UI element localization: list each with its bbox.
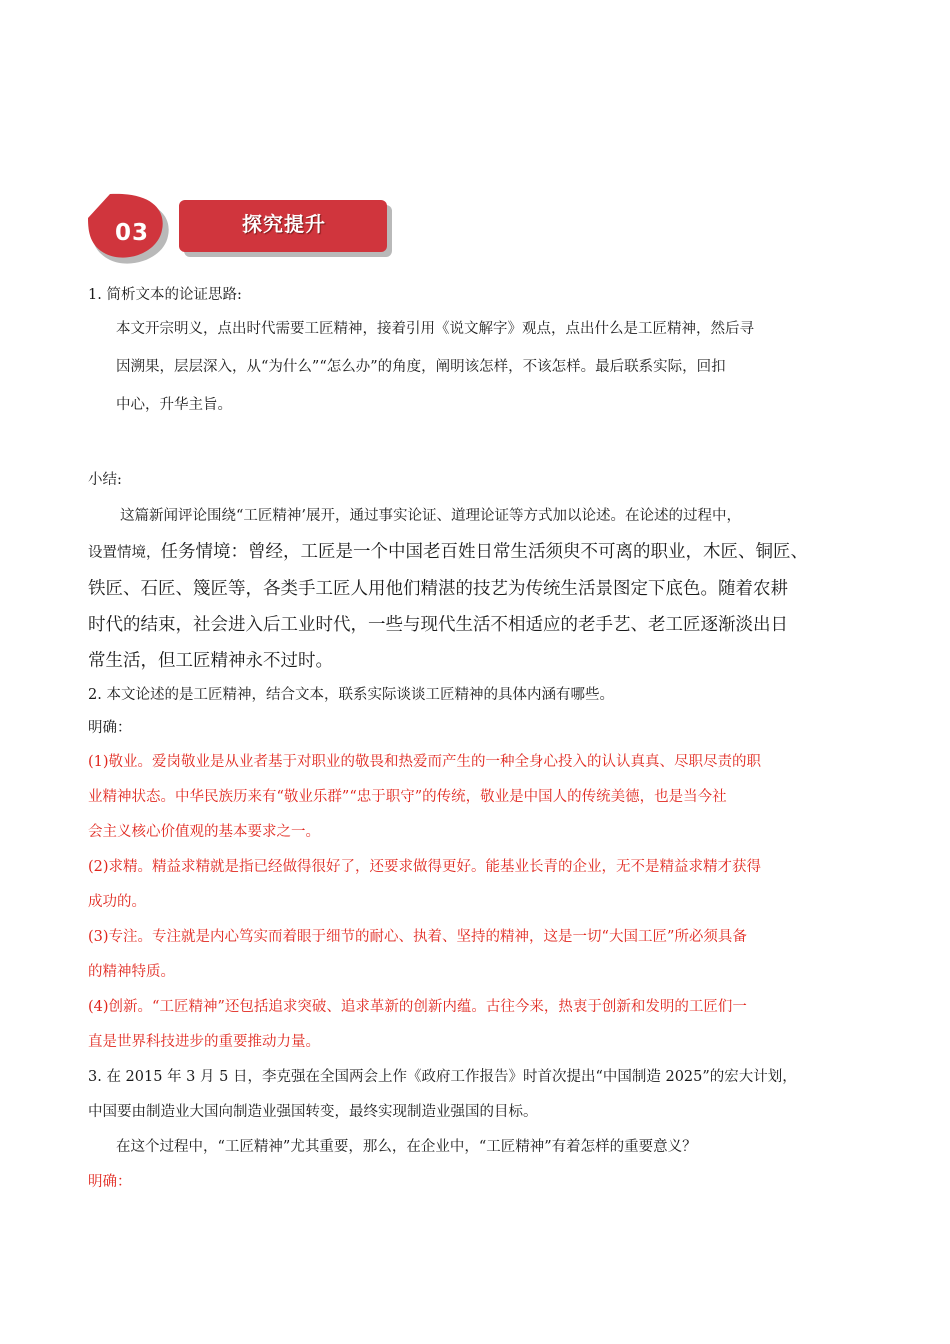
q2-point-line: (2)求精。精益求精就是指已经做得很好了，还要求做得更好。能基业长青的企业，无不是精益求精才获得	[88, 859, 762, 875]
summary-heading: 小结:	[88, 472, 122, 488]
q1-answer-line: 中心，升华主旨。	[116, 397, 232, 413]
q2-point-line: (1)敬业。爱岗敬业是从业者基于对职业的敬畏和热爱而产生的一种全身心投入的认认真真、尽职尽责的职	[88, 754, 762, 770]
summary-line	[88, 534, 868, 571]
q1-heading: 1. 简析文本的论证思路:	[88, 287, 242, 303]
summary-line-start: 设置情境，	[88, 545, 161, 561]
document-body	[88, 280, 868, 1200]
q2-label: 明确：	[88, 720, 132, 736]
q2-point-line: 直是世界科技进步的重要推动力量。	[88, 1034, 320, 1050]
q2-point-line: 会主义核心价值观的基本要求之一。	[88, 824, 320, 840]
q2-point-line: 的精神特质。	[88, 964, 175, 980]
q3-line: 中国要由制造业大国向制造业强国转变，最终实现制造业强国的目标。	[88, 1104, 538, 1120]
q2-heading: 2. 本文论述的是工匠精神，结合文本，联系实际谈谈工匠精神的具体内涵有哪些。	[88, 687, 614, 703]
summary-line: 这篇新闻评论围绕“工匠精神’展开，通过事实论证、道理论证等方式加以论述。在论述的过程中，	[120, 508, 742, 524]
q2-point-line: 成功的。	[88, 894, 146, 910]
q1-answer-line: 因溯果，层层深入，从“为什么”“怎么办”的角度，阐明该怎样，不该怎样。最后联系实际，回扣	[116, 359, 726, 375]
q3-line: 3. 在 2015 年 3 月 5 日，李克强在全国两会上作《政府工作报告》时首次提出“中国制造 2025”的宏大计划，	[88, 1069, 797, 1085]
section-badge	[88, 188, 398, 268]
summary-line: 时代的结束，社会进入后工业时代，一些与现代生活不相适应的老手艺、老工匠逐渐淡出日	[88, 615, 788, 635]
q3-label: 明确：	[88, 1174, 132, 1190]
q2-point-line: 业精神状态。中华民族历来有“敬业乐群”“忠于职守”的传统，敬业是中国人的传统美德，也是当今社	[88, 789, 727, 805]
q2-point-line: (4)创新。“工匠精神”还包括追求突破、追求革新的创新内蕴。古往今来，热衷于创新和发明的工匠们一	[88, 999, 747, 1015]
section-title: 探究提升	[242, 212, 326, 236]
summary-line: 铁匠、石匠、篾匠等，各类手工匠人用他们精湛的技艺为传统生活景图定下底色。随着农耕	[88, 579, 788, 599]
summary-line: 常生活，但工匠精神永不过时。	[88, 651, 333, 671]
badge-number: 03	[114, 220, 149, 246]
q3-question: 在这个过程中，“工匠精神”尤其重要，那么，在企业中，“工匠精神”有着怎样的重要意义？	[116, 1139, 697, 1155]
q1-answer-line: 本文开宗明义，点出时代需要工匠精神，接着引用《说文解字》观点，点出什么是工匠精神，然后寻	[116, 321, 754, 337]
q2-point-line: (3)专注。专注就是内心笃实而着眼于细节的耐心、执着、坚持的精神，这是一切“大国工匠”所必须具备	[88, 929, 747, 945]
summary-line-rest: 任务情境：曾经，工匠是一个中国老百姓日常生活须臾不可离的职业，木匠、铜匠、	[160, 542, 808, 562]
